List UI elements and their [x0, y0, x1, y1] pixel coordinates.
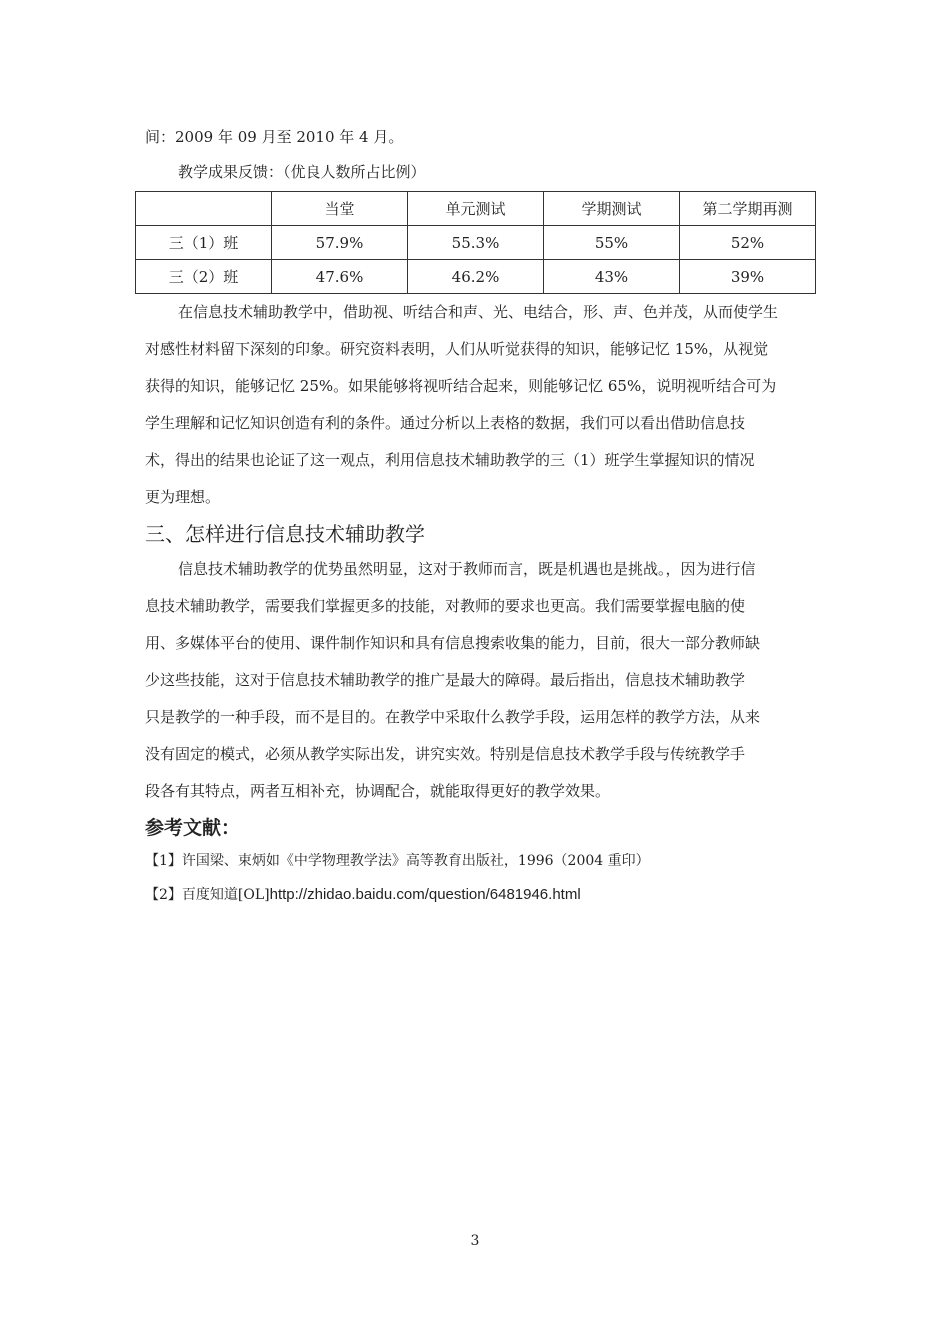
paragraph-line: 没有固定的模式，必须从教学实际出发，讲究实效。特别是信息技术教学手段与传统教学手	[145, 745, 746, 763]
paragraph-line: 更为理想。	[145, 488, 221, 506]
intro-line: 间：2009 年 09 月至 2010 年 4 月。	[145, 128, 404, 146]
table-header-cell	[136, 192, 272, 226]
paragraph-line: 对感性材料留下深刻的印象。研究资料表明，人们从听觉获得的知识，能够记忆 15%，从视觉	[145, 340, 769, 358]
table-header-cell: 第二学期再测	[680, 192, 816, 226]
table-header-cell: 当堂	[272, 192, 408, 226]
table-cell: 43%	[544, 260, 680, 294]
table-cell: 47.6%	[272, 260, 408, 294]
table-cell: 39%	[680, 260, 816, 294]
page-number: 3	[470, 1233, 480, 1249]
table-cell: 三（1）班	[136, 226, 272, 260]
paragraph-line: 只是教学的一种手段，而不是目的。在教学中采取什么教学手段，运用怎样的教学方法，从来	[145, 708, 761, 726]
reference-label: 【2】百度知道[OL]	[145, 887, 270, 903]
reference-item: 【1】许国梁、束炳如《中学物理教学法》高等教育出版社，1996（2004 重印）	[145, 853, 650, 869]
table-cell: 46.2%	[408, 260, 544, 294]
paragraph-line: 段各有其特点，两者互相补充，协调配合，就能取得更好的教学效果。	[145, 782, 611, 800]
paragraph-line: 用、多媒体平台的使用、课件制作知识和具有信息搜索收集的能力，目前，很大一部分教师缺	[145, 634, 761, 652]
table-header-cell: 学期测试	[544, 192, 680, 226]
table-cell: 52%	[680, 226, 816, 260]
paragraph-line: 学生理解和记忆知识创造有利的条件。通过分析以上表格的数据，我们可以看出借助信息技	[145, 414, 746, 432]
table-header-cell: 单元测试	[408, 192, 544, 226]
reference-item	[145, 884, 581, 904]
feedback-label: 教学成果反馈：（优良人数所占比例）	[178, 163, 426, 181]
table-cell: 55.3%	[408, 226, 544, 260]
paragraph-line: 获得的知识，能够记忆 25%。如果能够将视听结合起来，则能够记忆 65%，说明视听结合可为	[145, 377, 777, 395]
paragraph-line: 少这些技能，这对于信息技术辅助教学的推广是最大的障碍。最后指出，信息技术辅助教学	[145, 671, 746, 689]
references-heading: 参考文献：	[145, 817, 241, 839]
table-header-row	[136, 192, 816, 226]
table-row	[136, 226, 816, 260]
table-cell: 57.9%	[272, 226, 408, 260]
table-cell: 55%	[544, 226, 680, 260]
paragraph-line: 信息技术辅助教学的优势虽然明显，这对于教师而言，既是机遇也是挑战。，因为进行信	[178, 560, 756, 578]
reference-link[interactable]: http://zhidao.baidu.com/question/6481946.html	[269, 886, 581, 903]
section-heading: 三、怎样进行信息技术辅助教学	[145, 522, 425, 546]
results-table	[135, 191, 816, 294]
paragraph-line: 息技术辅助教学，需要我们掌握更多的技能，对教师的要求也更高。我们需要掌握电脑的使	[145, 597, 746, 615]
paragraph-line: 术，得出的结果也论证了这一观点，利用信息技术辅助教学的三（1）班学生掌握知识的情况	[145, 451, 755, 469]
table-cell: 三（2）班	[136, 260, 272, 294]
table-row	[136, 260, 816, 294]
paragraph-line: 在信息技术辅助教学中，借助视、听结合和声、光、电结合，形、声、色并茂，从而使学生	[178, 303, 779, 321]
